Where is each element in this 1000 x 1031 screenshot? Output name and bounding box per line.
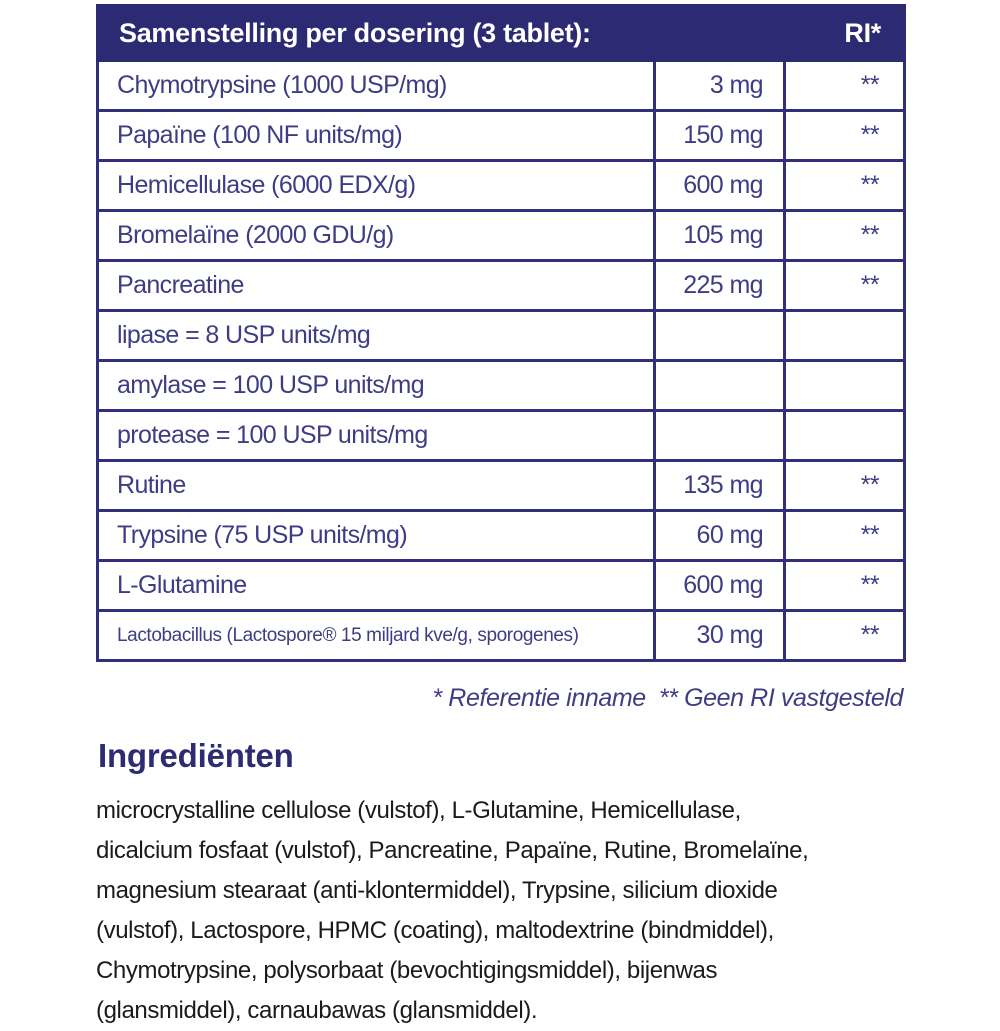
table-row <box>98 611 905 661</box>
ri-cell: ** <box>785 511 905 561</box>
table-row <box>98 111 905 161</box>
table-row <box>98 211 905 261</box>
ri-cell: ** <box>785 111 905 161</box>
amount-cell: 150 mg <box>655 111 785 161</box>
table-row <box>98 311 905 361</box>
table-row <box>98 561 905 611</box>
ingredient-name-cell: Rutine <box>98 461 655 511</box>
ingredients-heading: Ingrediënten <box>98 737 294 774</box>
ingredient-name-cell: Hemicellulase (6000 EDX/g) <box>98 161 655 211</box>
ingredient-name-cell: Trypsine (75 USP units/mg) <box>98 511 655 561</box>
ri-column-header: RI* <box>655 6 905 61</box>
table-row <box>98 61 905 111</box>
table-title: Samenstelling per dosering (3 tablet): <box>98 6 655 61</box>
amount-cell: 30 mg <box>655 611 785 661</box>
amount-cell <box>655 311 785 361</box>
ri-cell: ** <box>785 211 905 261</box>
table-header-row <box>98 6 905 61</box>
ingredients-line: (glansmiddel), carnaubawas (glansmiddel). <box>96 997 538 1024</box>
ri-cell: ** <box>785 161 905 211</box>
ingredient-name-cell: Bromelaïne (2000 GDU/g) <box>98 211 655 261</box>
ri-cell: ** <box>785 611 905 661</box>
table-row <box>98 161 905 211</box>
ingredients-line: Chymotrypsine, polysorbaat (bevochtigingsmiddel), bijenwas <box>96 957 718 984</box>
ingredient-name-cell: amylase = 100 USP units/mg <box>98 361 655 411</box>
amount-cell: 225 mg <box>655 261 785 311</box>
ri-cell: ** <box>785 61 905 111</box>
amount-cell <box>655 361 785 411</box>
amount-cell <box>655 411 785 461</box>
supplement-label <box>96 4 903 1031</box>
ingredients-line: microcrystalline cellulose (vulstof), L-Glutamine, Hemicellulase, <box>96 797 741 824</box>
reference-footnote: * Referentie inname ** Geen RI vastgesteld <box>432 684 903 712</box>
ri-cell: ** <box>785 261 905 311</box>
amount-cell: 3 mg <box>655 61 785 111</box>
amount-cell: 600 mg <box>655 561 785 611</box>
table-row <box>98 461 905 511</box>
amount-cell: 600 mg <box>655 161 785 211</box>
table-row <box>98 411 905 461</box>
ingredient-name-cell: Pancreatine <box>98 261 655 311</box>
ingredient-name-cell: Papaïne (100 NF units/mg) <box>98 111 655 161</box>
ingredient-name-cell: L-Glutamine <box>98 561 655 611</box>
ingredients-line: dicalcium fosfaat (vulstof), Pancreatine, Papaïne, Rutine, Bromelaïne, <box>96 837 809 864</box>
ingredient-name-cell: lipase = 8 USP units/mg <box>98 311 655 361</box>
amount-cell: 105 mg <box>655 211 785 261</box>
ri-cell <box>785 361 905 411</box>
ingredient-name-cell: Lactobacillus (Lactospore® 15 miljard kve/g, sporogenes) <box>98 611 655 661</box>
ingredient-name-cell: protease = 100 USP units/mg <box>98 411 655 461</box>
ri-cell: ** <box>785 461 905 511</box>
amount-cell: 135 mg <box>655 461 785 511</box>
ingredients-paragraph <box>96 791 903 1031</box>
ri-cell: ** <box>785 561 905 611</box>
composition-table <box>96 4 906 662</box>
ri-cell <box>785 311 905 361</box>
ingredients-line: magnesium stearaat (anti-klontermiddel), Trypsine, silicium dioxide <box>96 877 778 904</box>
ingredient-name-cell: Chymotrypsine (1000 USP/mg) <box>98 61 655 111</box>
table-row <box>98 261 905 311</box>
ri-cell <box>785 411 905 461</box>
table-row <box>98 511 905 561</box>
ingredients-line: (vulstof), Lactospore, HPMC (coating), maltodextrine (bindmiddel), <box>96 917 774 944</box>
table-row <box>98 361 905 411</box>
amount-cell: 60 mg <box>655 511 785 561</box>
